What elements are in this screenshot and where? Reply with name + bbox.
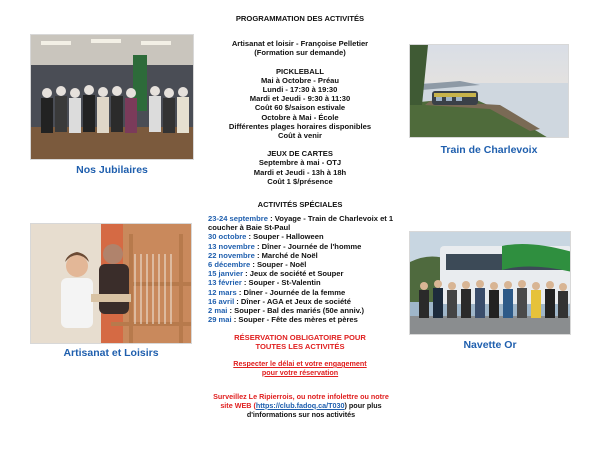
caption-artisanat: Artisanat et Loisirs: [63, 347, 159, 359]
caption-jubilaires: Nos Jubilaires: [76, 164, 148, 176]
respect-line: pour votre réservation: [261, 367, 339, 377]
list-item: 13 novembre : Dîner - Journée de l'homme: [208, 241, 362, 251]
list-item: 12 mars : Dîner - Journée de la femme: [208, 287, 346, 297]
pickleball-line: Différentes plages horaires disponibles: [228, 121, 372, 131]
footer-info: [206, 393, 396, 419]
jubilaires-photo: [30, 34, 194, 160]
website-link[interactable]: https://club.fadoq.ca/T030: [255, 400, 345, 410]
caption-navette: Navette Or: [463, 339, 517, 351]
reservation-line: TOUTES LES ACTIVITÉS: [255, 342, 345, 352]
pickleball-title: PICKLEBALL: [275, 66, 325, 76]
pickleball-line: Mardi et Jeudi - 9:30 à 11:30: [249, 94, 351, 104]
pickleball-line: Lundi - 17:30 à 19:30: [262, 85, 338, 95]
footer-text: , ou notre infolettre ou notre site WEB (: [220, 392, 389, 410]
respect-notice: [206, 360, 394, 378]
list-item: 6 décembre : Souper - Noël: [208, 260, 307, 270]
pickleball-line: Coût 60 $/saison estivale: [254, 103, 346, 113]
cartes-title: JEUX DE CARTES: [267, 149, 333, 159]
ripierrois-text: Surveillez Le Ripierrois: [213, 392, 293, 401]
list-item: 30 octobre : Souper - Halloween: [208, 232, 324, 242]
artisanat-line-2: (Formation sur demande): [254, 48, 346, 58]
pickleball-line: Coût à venir: [278, 131, 322, 141]
artisanat-photo: [30, 223, 192, 344]
reservation-line: RÉSERVATION OBLIGATOIRE POUR: [234, 333, 366, 342]
train-photo: [409, 44, 569, 138]
list-item: 23-24 septembre : Voyage - Train de Charlevoix et 1 coucher à Baie St-Paul: [208, 214, 394, 233]
cartes-line: Coût 1 $/présence: [267, 176, 333, 186]
pickleball-line: Mai à Octobre - Préau: [260, 75, 340, 85]
artisanat-line-1: Artisanat et loisir - Françoise Pelletier: [231, 39, 369, 49]
special-activities-list: [208, 214, 404, 324]
special-title: ACTIVITÉS SPÉCIALES: [257, 200, 343, 210]
reservation-notice: [206, 333, 394, 351]
page-title: PROGRAMMATION DES ACTIVITÉS: [235, 14, 365, 23]
list-item: 2 mai : Souper - Bal des mariés (50e anniv.): [208, 306, 365, 316]
list-item: 13 février : Souper - St-Valentin: [208, 278, 321, 288]
list-item: 15 janvier : Jeux de société et Souper: [208, 269, 344, 279]
list-item: 29 mai : Souper - Fête des mères et pères: [208, 315, 358, 325]
pickleball-line: Octobre à Mai - École: [261, 112, 339, 122]
list-item: 16 avril : Dîner - AGA et Jeux de société: [208, 296, 351, 306]
navette-photo: [409, 231, 571, 335]
cartes-line: Mardi et Jeudi - 13h à 18h: [253, 167, 347, 177]
caption-train: Train de Charlevoix: [440, 144, 538, 156]
cartes-line: Septembre à mai - OTJ: [258, 158, 342, 168]
footer-text-end: ) pour plus d'informations sur nos activités: [246, 400, 382, 419]
respect-line: Respecter le délai et votre engagement: [233, 359, 367, 368]
list-item: 22 novembre : Marché de Noël: [208, 250, 318, 260]
program-section: [200, 14, 400, 209]
